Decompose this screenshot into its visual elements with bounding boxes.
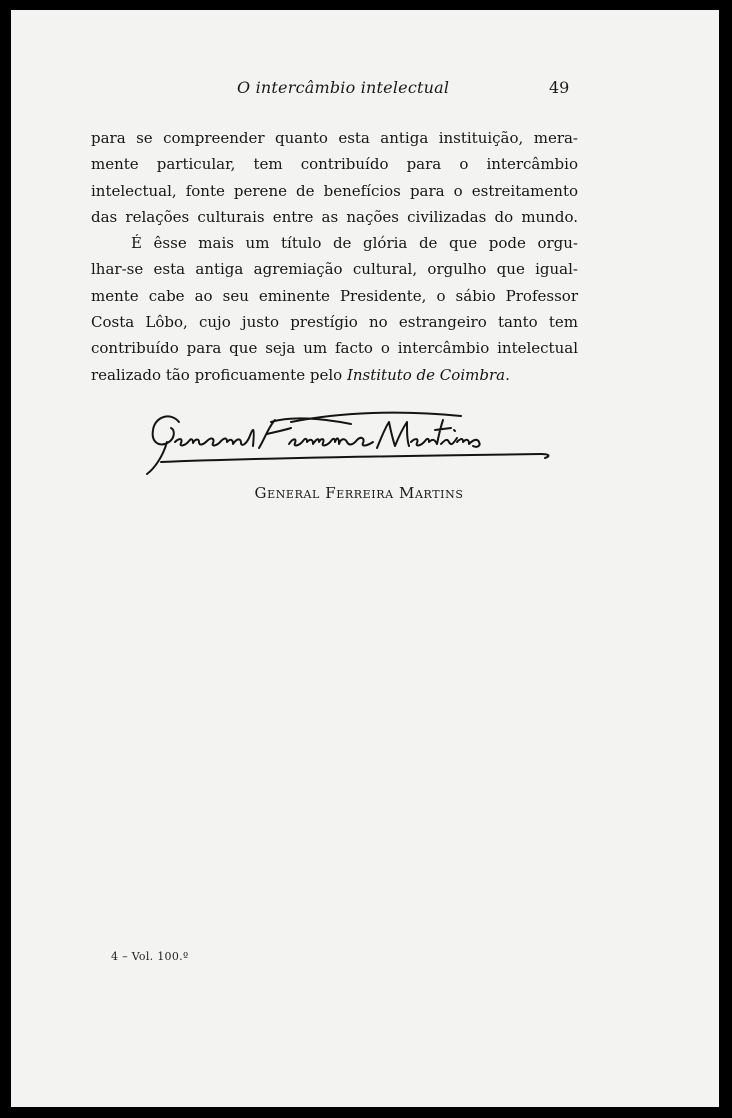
page-number: 49 (549, 78, 570, 97)
handwritten-signature (141, 408, 561, 478)
document-page (11, 10, 719, 1107)
text-line: contribuído para que seja um facto o intercâmbio intelectual (91, 339, 578, 358)
text-line: intelectual, fonte perene de benefícios para o estreitamento (91, 181, 578, 200)
body-text (91, 125, 578, 388)
text-line-last (91, 362, 578, 388)
signer-name-text: General Ferreira Martins (254, 484, 464, 502)
text-line: para se compreender quanto esta antiga instituição, mera- (91, 129, 578, 147)
text-line: das relações culturais entre as nações civilizadas do mundo. (91, 207, 578, 226)
text-line: mente cabe ao seu eminente Presidente, o sábio Professor (91, 286, 578, 305)
text-line: mente particular, tem contribuído para o intercâmbio (91, 155, 578, 174)
text-line: Costa Lôbo, cujo justo prestígio no estrangeiro tanto tem (91, 313, 578, 332)
last-line-prefix: realizado tão proficuamente pelo (91, 365, 347, 384)
running-title: O intercâmbio intelectual (237, 78, 450, 97)
signature-mark: 4 – Vol. 100.º (111, 950, 189, 963)
paragraph-1 (91, 125, 578, 230)
institute-name: Instituto de Coimbra (346, 365, 506, 384)
signer-name (11, 484, 719, 502)
running-head (11, 78, 719, 100)
text-line: lhar-se esta antiga agremiação cultural, orgulho que igual- (91, 260, 578, 279)
paragraph-2 (91, 230, 578, 388)
last-line-suffix: . (505, 365, 510, 384)
text-line: É êsse mais um título de glória de que pode orgu- (131, 234, 578, 253)
